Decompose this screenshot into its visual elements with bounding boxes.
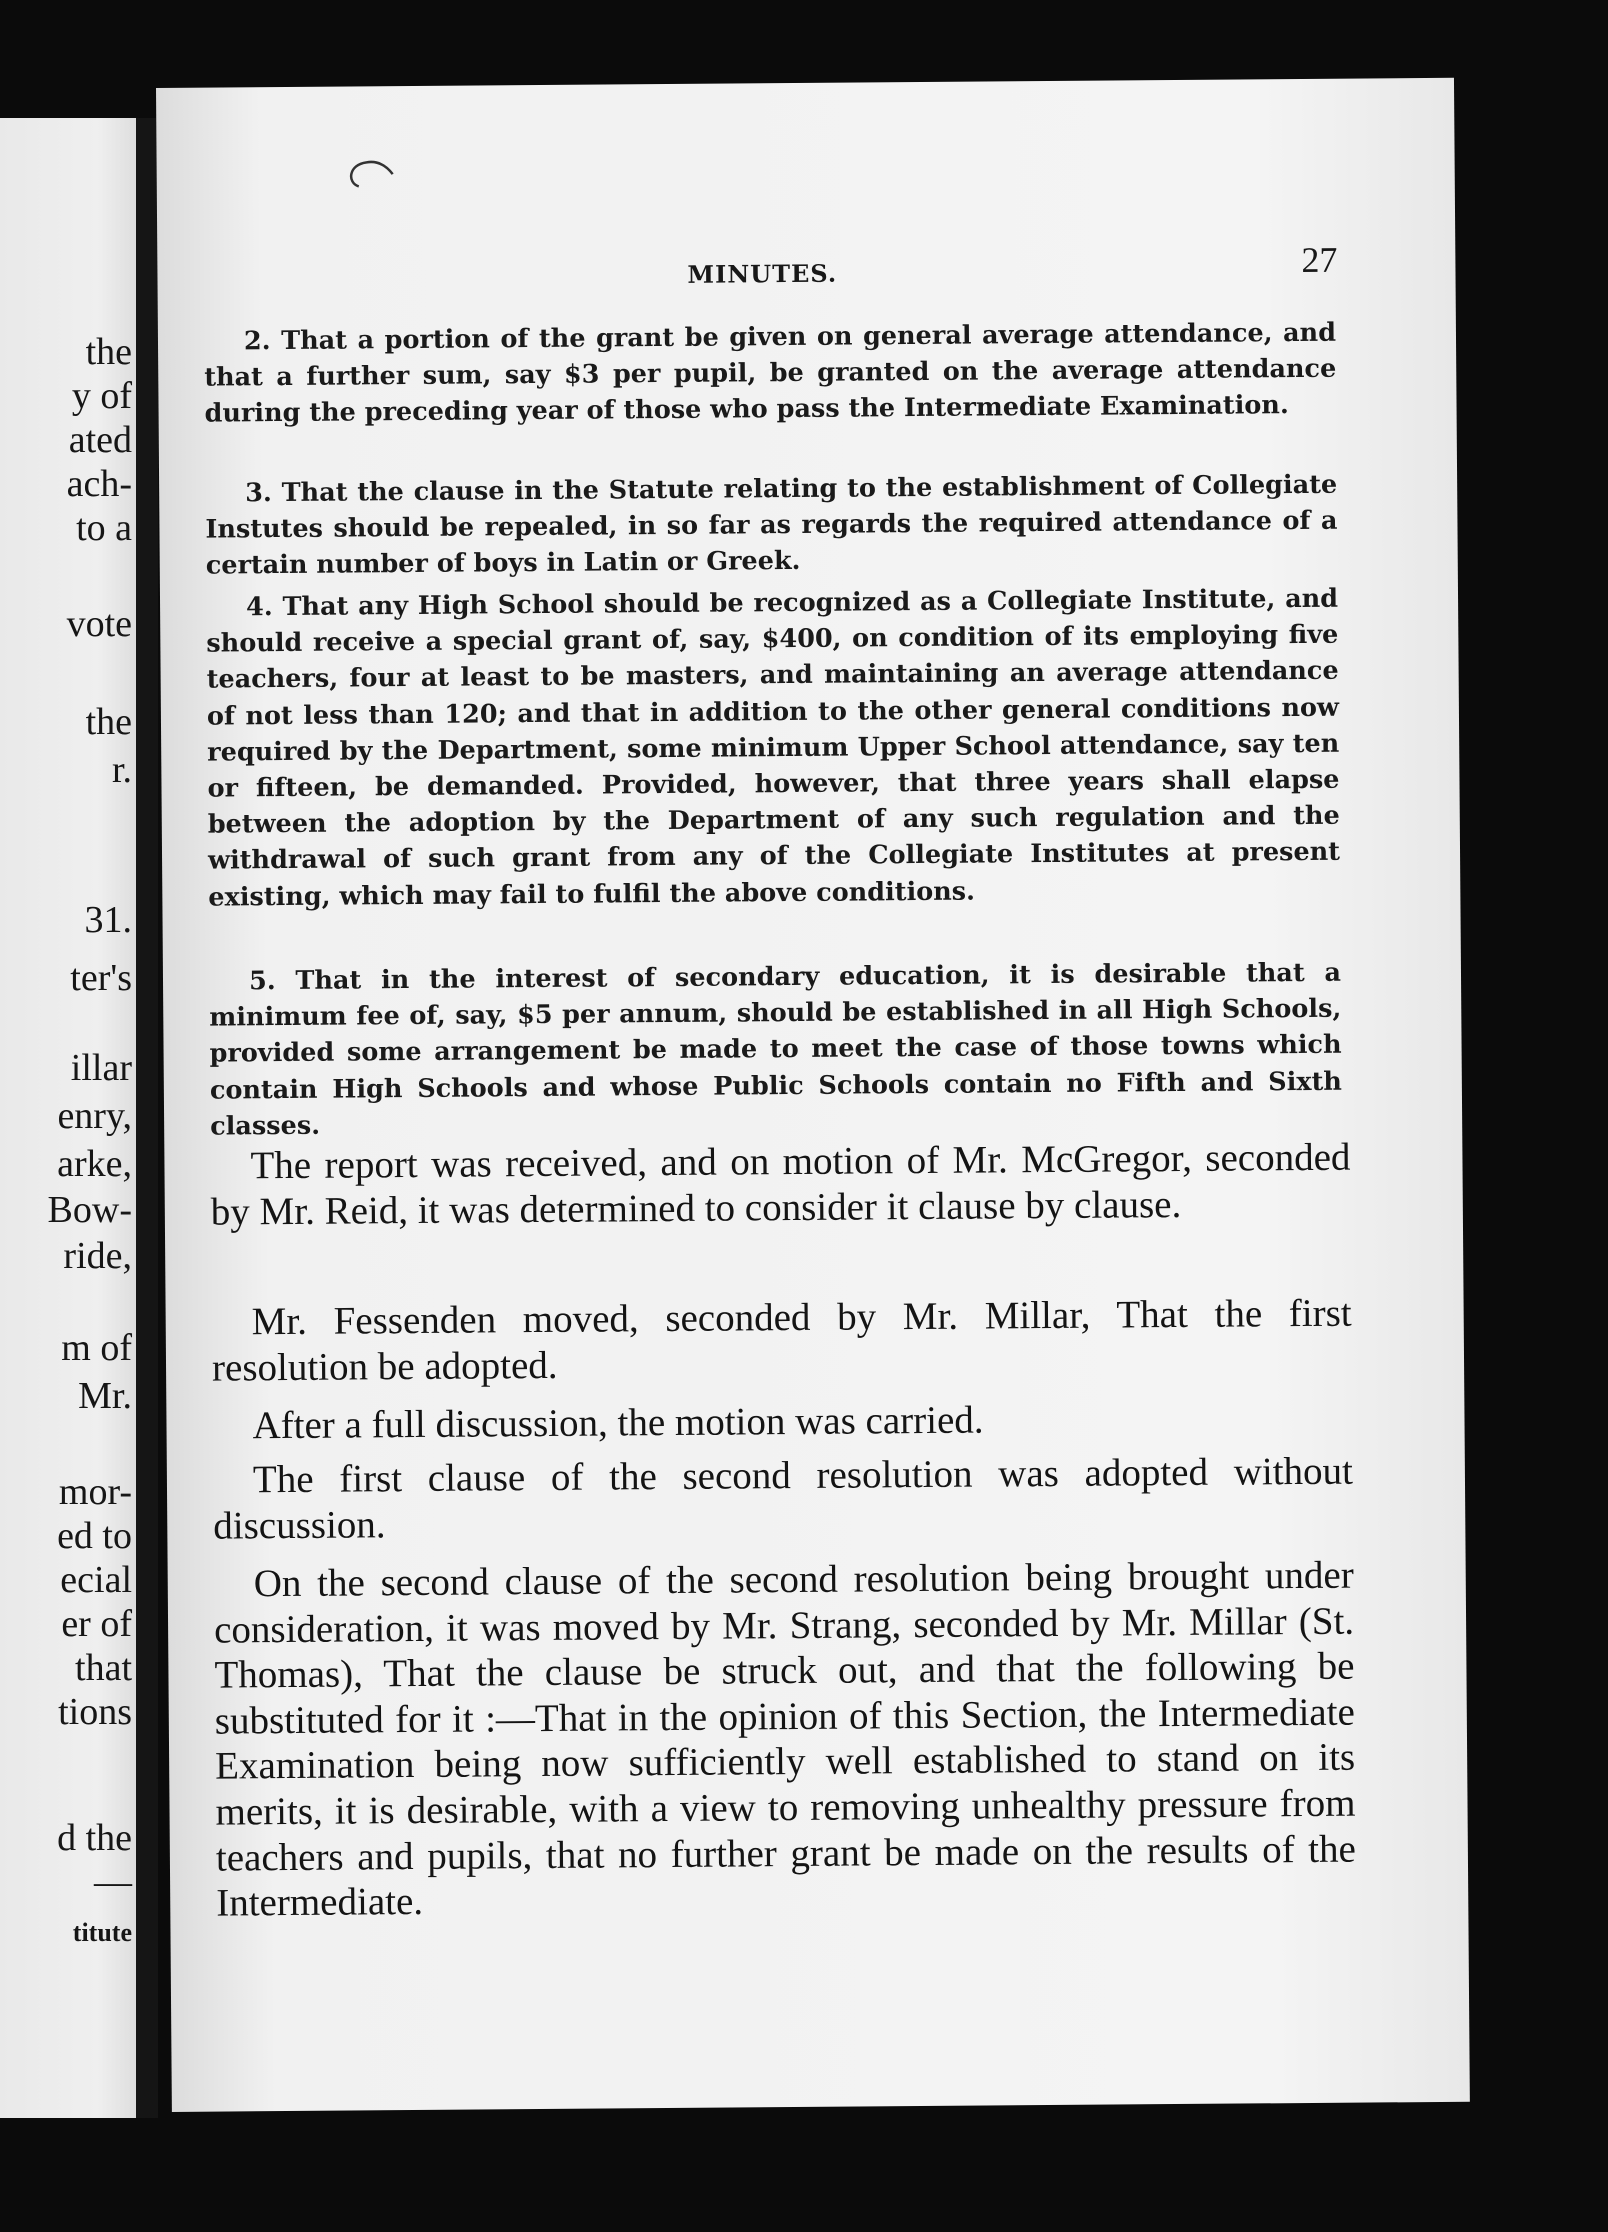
resolution-paragraph: 3. That the clause in the Statute relating to the establishment of Collegiate Instutes should be repealed, in so far as regards the required attendance of a certain number of boys in Latin or Greek.: [205, 469, 1338, 582]
left-line: arke,: [57, 1143, 132, 1185]
left-line: —: [94, 1861, 132, 1903]
left-line: r.: [111, 749, 132, 791]
minutes-paragraph: The first clause of the second resolution was adopted without discussion.: [213, 1449, 1354, 1548]
left-line: the: [85, 701, 132, 743]
left-line: ated: [68, 419, 132, 461]
left-line: mor-: [58, 1471, 132, 1513]
left-line: ecial: [60, 1559, 132, 1601]
book-spine: [136, 118, 158, 2118]
page-27: [156, 78, 1470, 2112]
left-line: d the: [57, 1817, 132, 1859]
left-line: the: [85, 331, 132, 373]
left-line: that: [75, 1647, 132, 1689]
minutes-paragraph: The report was received, and on motion of Mr. McGregor, seconded by Mr. Reid, it was determined to consider it clause by clause.: [210, 1135, 1351, 1234]
resolution-paragraph: 4. That any High School should be recognized as a Collegiate Institute, and should receive a special grant of, say, $400, on condition of its employing five teachers, four at least to be masters, and maintaining an average attendance of not less than 120; and that in addition to the other general conditions now required by the Department, some minimum Upper School attendance, say ten or fifteen, be demanded. Provided, however, that three years shall elapse between the adoption by the Department of any such regulation and the withdrawal of such grant from any of the Collegiate Institutes at present existing, which may fail to fulfil the above conditions.: [206, 583, 1341, 913]
minutes-paragraph: On the second clause of the second resolution being brought under consideration, it was moved by Mr. Strang, seconded by Mr. Millar (St. Thomas), That the clause be struck out, and that the following be substituted for it :—That in the opinion of this Section, the Intermediate Examination being now sufficiently well established to stand on its merits, it is desirable, with a view to removing unhealthy pressure from teachers and pupils, that no further grant be made on the results of the Intermediate.: [213, 1553, 1357, 1925]
page-number: 27: [1301, 239, 1338, 281]
left-line: illar: [70, 1047, 132, 1089]
left-line: ter's: [70, 957, 132, 999]
left-line: ride,: [63, 1235, 132, 1277]
left-line: vote: [66, 603, 132, 645]
running-header: [157, 234, 1455, 304]
page-title: MINUTES.: [687, 258, 838, 289]
left-line: titute: [72, 1918, 132, 1947]
left-line: 31.: [84, 899, 132, 941]
left-page-fragment: [0, 118, 140, 2118]
left-line: tions: [58, 1691, 132, 1733]
left-line: Mr.: [78, 1375, 132, 1417]
left-line: er of: [61, 1603, 132, 1645]
minutes-paragraph: Mr. Fessenden moved, seconded by Mr. Millar, That the first resolution be adopted.: [211, 1291, 1352, 1390]
resolution-paragraph: 2. That a portion of the grant be given on general average attendance, and that a further sum, say $3 per pupil, be granted on the average attendance during the preceding year of those who pass the Intermediate Examination.: [204, 317, 1337, 430]
left-line: y of: [71, 375, 132, 417]
left-line: to a: [76, 507, 132, 549]
resolution-paragraph: 5. That in the interest of secondary education, it is desirable that a minimum fee of, say, $5 per annum, should be established in all High Schools, provided some arrangement be made to meet the case of those towns which contain High Schools and whose Public Schools contain no Fifth and Sixth classes.: [209, 957, 1342, 1142]
pencil-mark-icon: [339, 156, 399, 196]
left-line: m of: [61, 1327, 132, 1369]
left-line: ed to: [57, 1515, 132, 1557]
left-line: ach-: [66, 463, 132, 505]
left-line: enry,: [57, 1095, 132, 1137]
minutes-paragraph: After a full discussion, the motion was carried.: [252, 1398, 984, 1448]
left-line: Bow-: [47, 1189, 132, 1231]
